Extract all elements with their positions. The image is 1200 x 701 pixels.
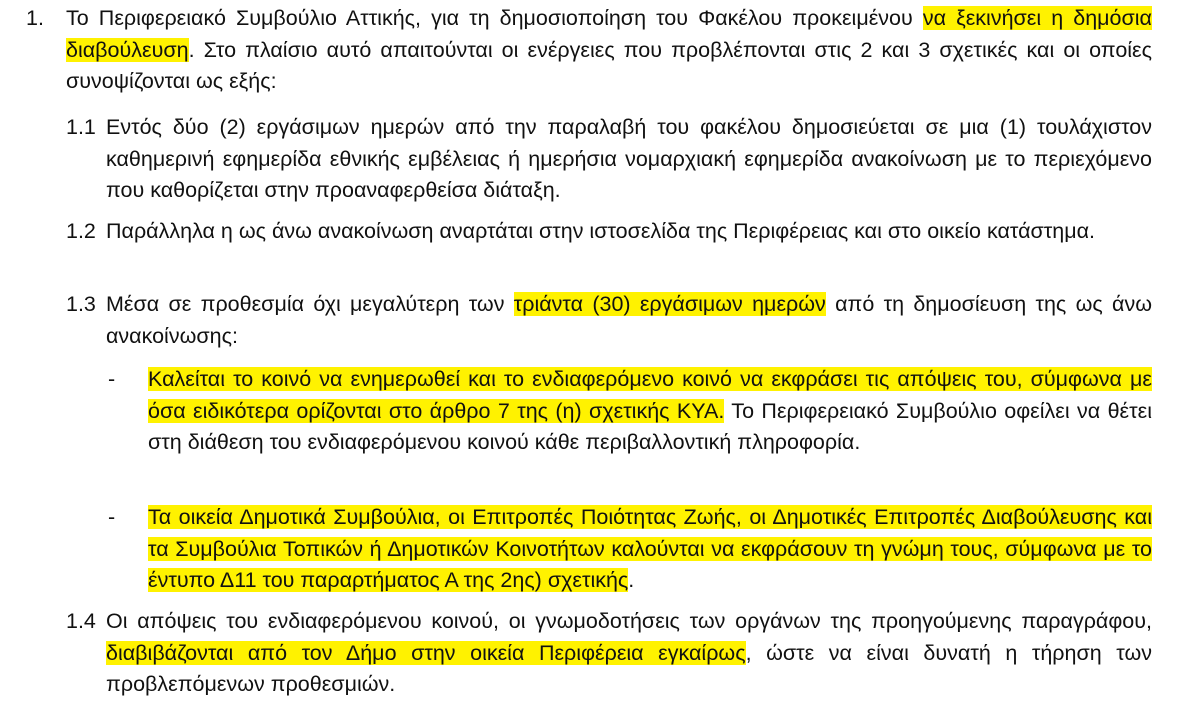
bullet-text xyxy=(148,364,1152,459)
item-number: 1.4 xyxy=(66,609,96,633)
text-segment: Το Περιφερειακό Συμβούλιο οφείλει να θέτει στη διάθεση του ενδιαφερόμενου κοινού κάθε περιβαλλοντική πληροφορία. xyxy=(148,398,1152,454)
text-segment: . xyxy=(628,568,635,592)
highlighted-text: διαβιβάζονται από τον Δήμο στην οικεία Περιφέρεια εγκαίρως xyxy=(106,640,746,665)
item-number: 1.3 xyxy=(66,292,96,316)
item-number: 1.2 xyxy=(66,219,96,243)
highlighted-text: Τα οικεία Δημοτικά Συμβούλια, οι Επιτροπές Ποιότητας Ζωής, οι Δημοτικές Επιτροπές Διαβούλευσης και τα Συμβούλια Τοπικών ή Δημοτικών Κοινοτήτων καλούνται να εκφράσουν τη γνώμη τους, σύμφωνα με το έντυπο Δ11 του παραρτήματος Α της 2ης) σχετικής xyxy=(148,505,1152,592)
highlighted-text: Καλείται το κοινό να ενημερωθεί και το ενδιαφερόμενο κοινό να εκφράσει τις απόψεις του, σύμφωνα με όσα ειδικότερα ορίζονται στο άρθρο 7 της (η) σχετικής ΚΥΑ. xyxy=(148,367,1152,423)
bullet-dash: - xyxy=(108,505,116,529)
text-segment: , ώστε να είναι δυνατή η τήρηση των προβλεπόμενων προθεσμιών. xyxy=(106,640,1152,696)
highlighted-text: να ξεκινήσει η δημόσια διαβούλευση xyxy=(66,6,1152,62)
item-text xyxy=(106,112,1152,207)
text-segment: από τη δημοσίευση της ως άνω ανακοίνωσης: xyxy=(106,292,1152,348)
bullet-text xyxy=(148,502,1152,597)
highlighted-text: τριάντα (30) εργάσιμων ημερών xyxy=(513,292,826,316)
item-text xyxy=(106,216,1152,248)
text-segment: Παράλληλα η ως άνω ανακοίνωση αναρτάται στην ιστοσελίδα της Περιφέρειας και στο οικείο κατάστημα. xyxy=(106,219,1096,243)
text-segment: Οι απόψεις του ενδιαφερόμενου κοινού, οι γνωμοδοτήσεις των οργάνων της προηγούμενης παραγράφου, xyxy=(106,609,1152,633)
item-text xyxy=(106,289,1152,352)
item-number: 1. xyxy=(26,6,44,30)
item-text xyxy=(66,3,1152,98)
text-segment: . Στο πλαίσιο αυτό απαιτούνται οι ενέργειες που προβλέπονται στις 2 και 3 σχετικές και οι οποίες συνοψίζονται ως εξής: xyxy=(66,37,1152,93)
text-segment: Το Περιφερειακό Συμβούλιο Αττικής, για τη δημοσιοποίηση του Φακέλου προκειμένου xyxy=(66,6,923,30)
text-segment: Μέσα σε προθεσμία όχι μεγαλύτερη των xyxy=(106,292,514,316)
item-number: 1.1 xyxy=(66,115,96,139)
text-segment: Εντός δύο (2) εργάσιμων ημερών από την παραλαβή του φακέλου δημοσιεύεται σε μια (1) τουλάχιστον καθημερινή εφημερίδα εθνικής εμβέλειας ή ημερήσια νομαρχιακή εφημερίδα ανακοίνωση με το περιεχόμενο που καθορίζεται στην προαναφερθείσα διάταξη. xyxy=(106,115,1152,202)
item-text xyxy=(106,606,1152,701)
bullet-dash: - xyxy=(108,367,116,391)
